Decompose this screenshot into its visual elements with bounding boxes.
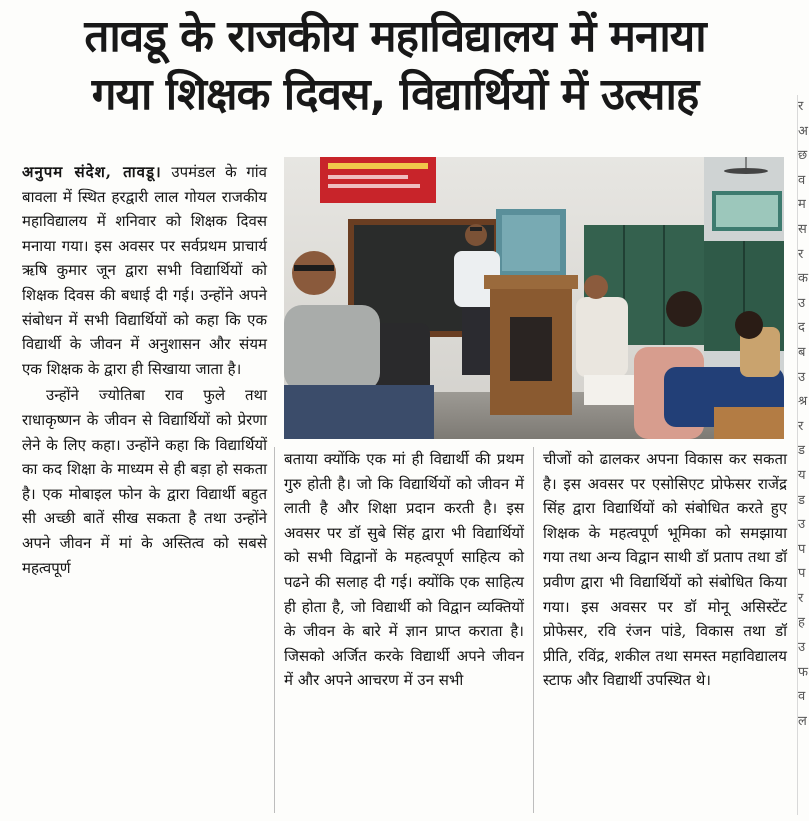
article-paragraph-4: चीजों को ढालकर अपना विकास कर सकता है। इस अवसर पर एसोसिएट प्रोफेसर राजेंद्र सिंह द्वारा विद्यार्थियों को संबोधित करते हुए शिक्षक के महत्वपूर्ण भूमिका को समझाया गया तथा अन्य विद्वान साथी डॉ प्रताप तथा डॉ प्रवीण द्वारा भी विद्यार्थियों को संबोधित किया गया। इस अवसर पर डॉ मोनू असिस्टेंट प्रोफेसर, रवि रंजन पांडे, विकास तथा डॉ प्रीति, रविंद्र, शकील तथा समस्त महाविद्यालय स्टाफ और विद्यार्थी उपस्थित थे। [543,450,787,690]
article-paragraph-3: बताया क्योंकि एक मां ही विद्यार्थी की प्रथम गुरु होती है। जो कि विद्यार्थियों को जीवन में लाती है और शिक्षा प्रदान करती है। इस अवसर पर डॉ सुबे सिंह द्वारा भी विद्यार्थियों को सभी विद्वानों के महत्वपूर्ण साहित्य को पढने की सलाह दी गई। क्योंकि एक साहित्य ही होता है, जो विद्यार्थी को विद्वान व्यक्तियों के जीवन के बारे में ज्ञान प्राप्त कराता है। जिसको अर्जित करके विद्यार्थी अपने जीवन में और अपने आचरण में उन सभी [284,450,524,690]
edge-fragment: द [798,320,805,336]
edge-fragment: उ [798,295,806,311]
article-column-1 [22,160,267,580]
edge-fragment: ड [798,492,805,508]
edge-fragment: व [798,689,806,705]
edge-fragment: फ [798,664,809,680]
edge-fragment: स [798,221,807,237]
edge-fragment: म [798,197,806,213]
edge-fragment: व [798,172,806,188]
paragraph-text: उपमंडल के गांव बावला में स्थित हरद्वारी लाल गोयल राजकीय महाविद्यालय में शनिवार को शिक्षक दिवस मनाया गया। इस अवसर पर सर्वप्रथम प्राचार्य ऋषि कुमार जून द्वारा सभी विद्यार्थियों को शिक्षक दिवस की बधाई दी गई। उन्होंने अपने संबोधन में सभी विद्यार्थियों को कहा कि एक विद्यार्थी के जीवन में अनुशासन और संयम एक शिक्षक के द्वारा ही सिखाया जाता है। [22,163,267,378]
edge-fragment: ल [798,713,807,729]
edge-fragment: उ [798,517,806,533]
adjacent-article-edge [797,95,809,815]
headline-line-1: तावडू के राजकीय महाविद्यालय में मनाया [84,11,706,62]
edge-fragment: र [798,418,804,434]
article-paragraph-2: उन्होंने ज्योतिबा राव फुले तथा राधाकृष्णन के जीवन से विद्यार्थियों को प्रेरणा लेने के लिए कहा। उन्होंने कहा कि विद्यार्थियों का कद शिक्षा के माध्यम से ही बड़ा हो सकता है। एक मोबाइल फोन के द्वारा विद्यार्थी बहुत सी अच्छी बातें सीख सकता है तथा उन्होंने अपने जीवन में मां के अस्तित्व को सबसे महत्वपूर्ण [22,386,267,577]
news-photo [284,157,784,439]
edge-fragment: य [798,467,806,483]
edge-fragment: र [798,99,804,114]
edge-fragment: र [798,246,804,262]
podium [484,275,578,289]
column-divider [274,447,275,813]
edge-fragment: प [798,541,806,557]
article-column-2 [284,447,524,693]
article-column-3 [543,447,787,693]
edge-fragment: उ [798,640,806,656]
edge-fragment: र [798,590,804,606]
column-divider [533,447,534,813]
edge-fragment: ब [798,344,806,360]
edge-fragment: प [798,566,806,582]
article-paragraph-1 [22,160,267,381]
edge-fragment: श्र [798,394,808,410]
dateline: अनुपम संदेश, तावडू। [22,163,162,181]
edge-fragment: अ [798,123,808,139]
edge-fragment: ह [798,615,805,631]
teachers-day-event-photo [284,157,784,439]
edge-fragment: क [798,271,808,287]
edge-fragment: छ [798,148,808,164]
headline-line-2: गया शिक्षक दिवस, विद्यार्थियों में उत्साह [91,69,699,120]
edge-fragment: ड [798,443,805,459]
edge-fragment: उ [798,369,806,385]
headline [0,8,790,124]
